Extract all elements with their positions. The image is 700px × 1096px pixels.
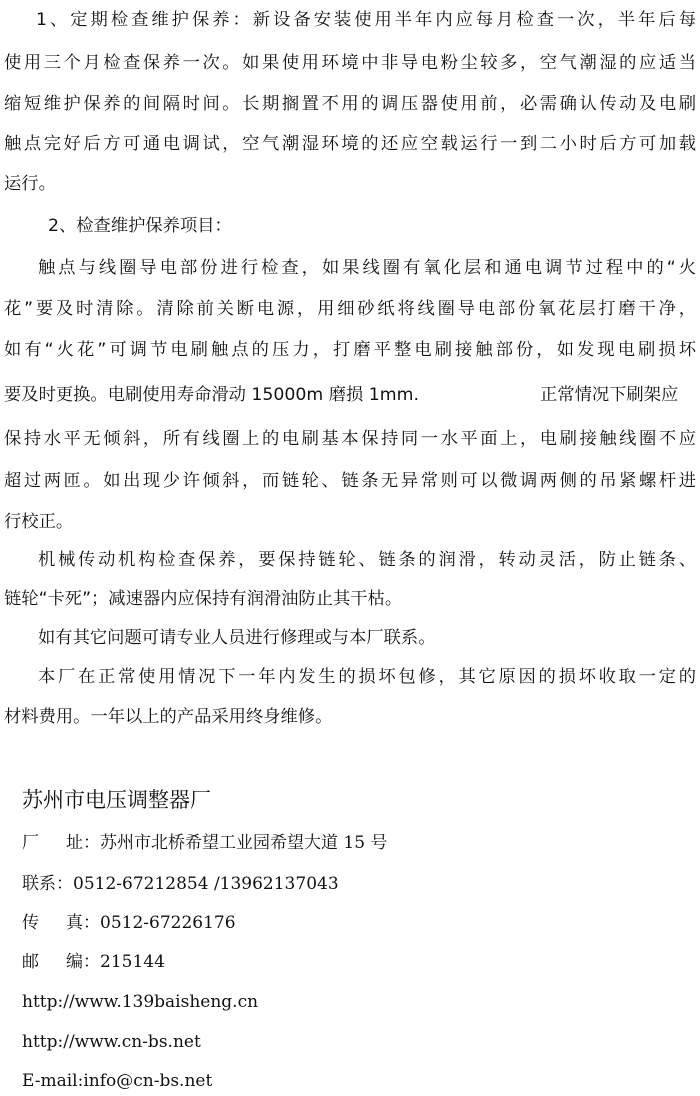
maintenance-line: 机械传动机构检查保养，要保持链轮、链条的润滑，转动灵活，防止链条、 <box>38 550 696 570</box>
maintenance-line: 行校正。 <box>4 512 74 532</box>
fax-row <box>22 912 236 934</box>
maintenance-line: 如有其它问题可请专业人员进行修理或与本厂联系。 <box>38 628 436 648</box>
maintenance-line: 触点完好后方可通电调试，空气潮湿环境的还应空载运行一到二小时后方可加载 <box>4 134 696 154</box>
maintenance-line: 保持水平无倾斜，所有线圈上的电刷基本保持同一水平面上，电刷接触线圈不应 <box>4 429 696 449</box>
fax-value: 0512-67226176 <box>100 913 236 933</box>
postcode-row <box>22 951 165 973</box>
section-heading: 2、检查维护保养项目： <box>48 216 232 236</box>
maintenance-line: 缩短维护保养的间隔时间。长期搁置不用的调压器使用前，必需确认传动及电刷 <box>4 94 696 114</box>
maintenance-line: 使用三个月检查保养一次。如果使用环境中非导电粉尘较多，空气潮湿的应适当 <box>4 53 696 73</box>
postcode-label: 邮 编： <box>22 952 100 972</box>
maintenance-line: 正常情况下刷架应 <box>540 385 679 405</box>
maintenance-line: 超过两匝。如出现少许倾斜，而链轮、链条无异常则可以微调两侧的吊紧螺杆进 <box>4 471 696 491</box>
website-link[interactable]: http://www.139baisheng.cn <box>22 992 259 1012</box>
maintenance-line: 要及时更换。电刷使用寿命滑动 15000m 磨损 1mm. <box>4 385 419 405</box>
website-link[interactable]: http://www.cn-bs.net <box>22 1032 201 1052</box>
maintenance-line: 本厂在正常使用情况下一年内发生的损坏包修，其它原因的损坏收取一定的 <box>38 667 696 687</box>
maintenance-line: 触点与线圈导电部份进行检查，如果线圈有氧化层和通电调节过程中的“火 <box>38 258 696 278</box>
postcode-value: 215144 <box>100 952 165 972</box>
fax-label: 传 真： <box>22 913 100 933</box>
phone-value: 0512-67212854 /13962137043 <box>73 874 339 894</box>
company-name: 苏州市电压调整器厂 <box>22 788 211 812</box>
address-row <box>22 832 387 854</box>
phone-row <box>22 873 339 895</box>
maintenance-line: 1、定期检查维护保养：新设备安装使用半年内应每月检查一次，半年后每 <box>36 10 696 30</box>
maintenance-line: 运行。 <box>4 174 56 194</box>
maintenance-line: 如有“火花”可调节电刷触点的压力，打磨平整电刷接触部份，如发现电刷损坏 <box>4 340 696 360</box>
maintenance-line: 链轮“卡死”；减速器内应保持有润滑油防止其干枯。 <box>4 589 403 609</box>
maintenance-line: 花”要及时清除。清除前关断电源，用细砂纸将线圈导电部份氧花层打磨干净， <box>4 299 696 319</box>
maintenance-line: 材料费用。一年以上的产品采用终身维修。 <box>4 707 333 727</box>
phone-label: 联系： <box>22 874 73 894</box>
address-value: 苏州市北桥希望工业园希望大道 15 号 <box>100 833 388 853</box>
email-link[interactable]: E-mail:info@cn-bs.net <box>22 1071 213 1091</box>
address-label: 厂 址： <box>22 833 100 853</box>
